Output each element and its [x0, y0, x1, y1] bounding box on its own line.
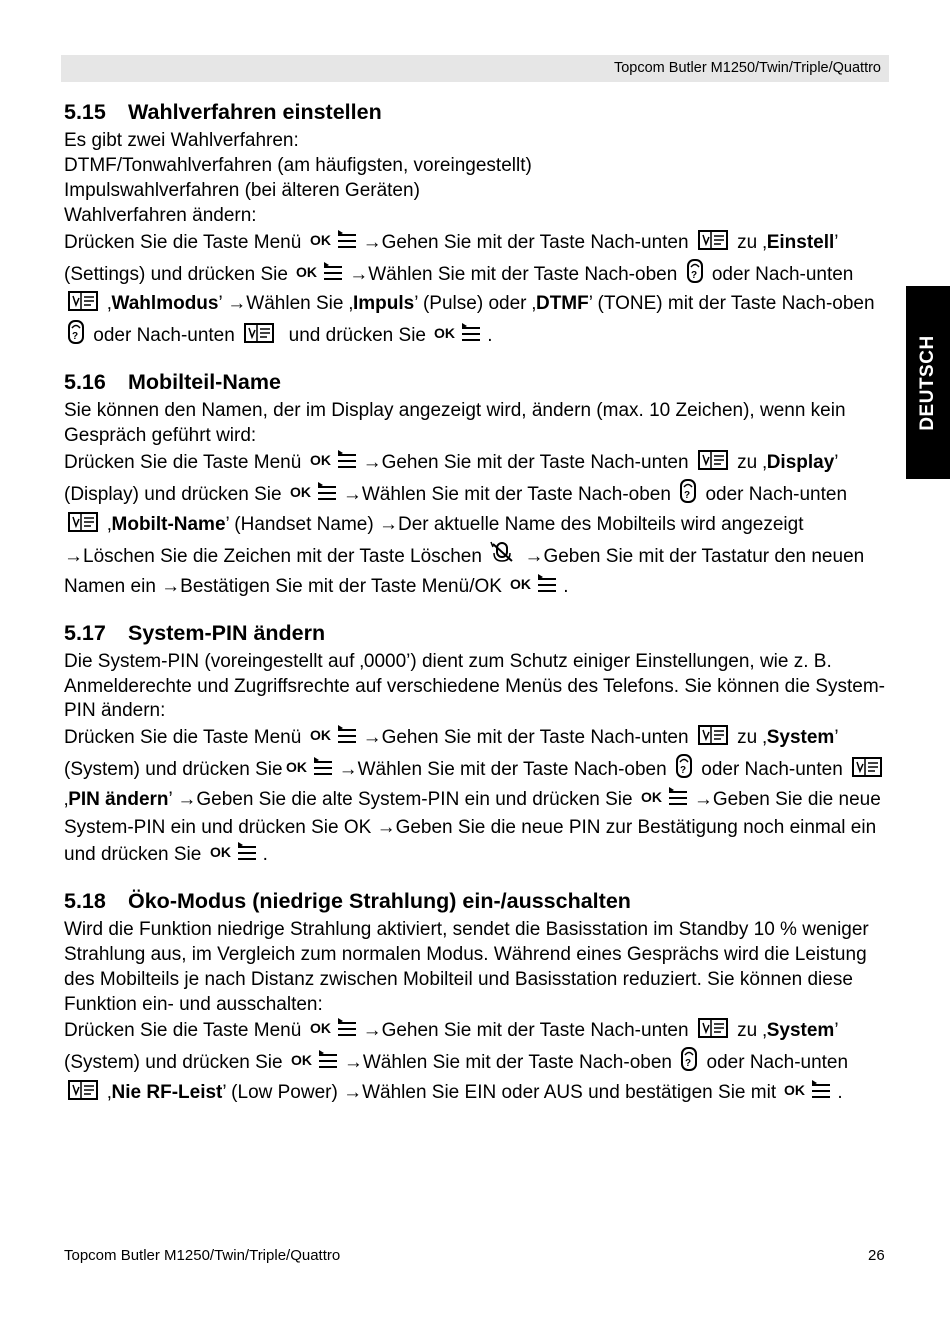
- down-key-icon: [697, 449, 729, 479]
- svg-text:OK: OK: [784, 1082, 806, 1099]
- body-paragraph: Wird die Funktion niedrige Strahlung aktiviert, sendet die Basisstation im Standby 10 % weniger Strahlung aus, im Vergleich zum normalen Modus. Während eines Gesprächs wird die Leistung des Mobilteils je nach Distanz zwischen Mobilteil und Basisstation reduziert. Sie können diese Funktion ein- und ausschalten:: [64, 918, 869, 1015]
- down-key-icon: [851, 756, 883, 786]
- ok-menu-icon: [310, 1017, 360, 1047]
- ok-menu-icon: [310, 229, 360, 259]
- section-number: 5.15: [64, 100, 106, 124]
- svg-text:OK: OK: [640, 789, 662, 806]
- section-heading: [64, 619, 889, 648]
- body-line: Wahlverfahren ändern:: [64, 204, 257, 226]
- body-paragraph: Die System-PIN (voreingestellt auf ‚0000’) dient zum Schutz einiger Einstellungen, wie z. B. Anmelderechte und Zugriffsrechte auf verschiedene Menüs des Telefons. Sie können die System-PIN ändern:: [64, 650, 885, 722]
- svg-text:OK: OK: [510, 575, 532, 592]
- svg-text:OK: OK: [309, 231, 331, 248]
- section-title: Öko-Modus (niedrige Strahlung) ein-/ausschalten: [128, 888, 631, 913]
- svg-text:OK: OK: [309, 452, 331, 469]
- page-header: [61, 55, 889, 82]
- svg-text:?: ?: [684, 489, 691, 501]
- svg-text:OK: OK: [296, 263, 318, 280]
- up-key-icon: [67, 320, 85, 352]
- delete-key-icon: [490, 541, 516, 573]
- section-number: 5.16: [64, 370, 106, 395]
- up-key-icon: [686, 259, 704, 291]
- footer-title: Topcom Butler M1250/Twin/Triple/Quattro: [64, 1247, 341, 1264]
- section-5-16: [64, 368, 889, 602]
- page-number: 26: [868, 1247, 885, 1264]
- instruction-paragraph: Drücken Sie die Taste Menü OK →Gehen Sie mit der Taste Nach-unten zu ‚Einstell’ (Settings) und drücken Sie OK →Wählen Sie mit der Taste Nach-oben ? oder Nach-unten ‚Wahlmodus’ →Wählen Sie ‚Impuls’ (Pulse) oder ‚DTMF’ (TONE) mit der Taste Nach-oben ? oder Nach-unten und drücken Sie OK .: [64, 229, 889, 353]
- svg-text:?: ?: [72, 331, 79, 343]
- section-5-18: [64, 887, 889, 1109]
- svg-text:OK: OK: [434, 325, 456, 342]
- body-paragraph: Sie können den Namen, der im Display angezeigt wird, ändern (max. 10 Zeichen), wenn kein Gespräch geführt wird:: [64, 400, 846, 447]
- ok-menu-icon: [291, 1049, 341, 1079]
- svg-text:OK: OK: [285, 759, 307, 776]
- up-key-icon: [675, 754, 693, 786]
- svg-text:OK: OK: [209, 843, 231, 860]
- section-number: 5.17: [64, 620, 106, 645]
- ok-menu-icon: [310, 449, 360, 479]
- svg-text:?: ?: [679, 765, 687, 777]
- up-key-icon: [679, 479, 697, 511]
- section-title: Wahlverfahren einstellen: [128, 100, 382, 124]
- down-key-icon: [67, 1079, 99, 1109]
- body-line: Impulswahlverfahren (bei älteren Geräten): [64, 179, 420, 201]
- instruction-paragraph: Drücken Sie die Taste Menü OK →Gehen Sie mit der Taste Nach-unten zu ‚System’ (System) und drücken Sie OK →Wählen Sie mit der Taste Nach-oben ? oder Nach-unten ‚PIN ändern’ →Geben Sie die alte System-PIN ein und drücken Sie OK →Geben Sie die neue System-PIN ein und drücken Sie OK →Geben Sie die neue PIN zur Bestätigung noch einmal ein und drücken Sie OK .: [64, 724, 889, 871]
- ok-menu-icon: [434, 322, 484, 352]
- section-heading: [64, 98, 889, 127]
- ok-menu-icon: [510, 573, 560, 603]
- svg-text:OK: OK: [289, 483, 311, 500]
- language-tab-label: DEUTSCH: [917, 334, 938, 431]
- section-5-17: [64, 619, 889, 871]
- ok-menu-icon: [641, 786, 691, 816]
- down-key-icon: [67, 290, 99, 320]
- svg-text:OK: OK: [290, 1052, 312, 1069]
- header-title: Topcom Butler M1250/Twin/Triple/Quattro: [613, 60, 881, 76]
- up-key-icon: [680, 1047, 698, 1079]
- section-heading: [64, 368, 889, 397]
- svg-text:OK: OK: [309, 1020, 331, 1037]
- body-line: Es gibt zwei Wahlverfahren:: [64, 130, 299, 151]
- down-key-icon: [243, 322, 275, 352]
- ok-menu-icon: [286, 756, 336, 786]
- down-key-icon: [67, 511, 99, 541]
- ok-menu-icon: [310, 724, 360, 754]
- down-key-icon: [697, 229, 729, 259]
- ok-menu-icon: [290, 481, 340, 511]
- section-5-15: [64, 98, 889, 352]
- section-title: System-PIN ändern: [128, 620, 326, 645]
- instruction-paragraph: Drücken Sie die Taste Menü OK →Gehen Sie mit der Taste Nach-unten zu ‚Display’ (Display) und drücken Sie OK →Wählen Sie mit der Taste Nach-oben ? oder Nach-unten ‚Mobilt-Name’ (Handset Name) →Der aktuelle Name des Mobilteils wird angezeigt →Löschen Sie die Zeichen mit der Taste Löschen →Geben Sie mit der Tastatur den neuen Namen ein →Bestätigen Sie mit der Taste Menü/OK OK .: [64, 449, 889, 603]
- down-key-icon: [697, 724, 729, 754]
- section-number: 5.18: [64, 888, 106, 913]
- body-line: DTMF/Tonwahlverfahren (am häufigsten, voreingestellt): [64, 154, 532, 176]
- section-title: Mobilteil-Name: [128, 370, 281, 395]
- language-tab: [906, 286, 950, 479]
- instruction-paragraph: Drücken Sie die Taste Menü OK →Gehen Sie mit der Taste Nach-unten zu ‚System’ (System) und drücken Sie OK →Wählen Sie mit der Taste Nach-oben ? oder Nach-unten ‚Nie RF-Leist’ (Low Power) →Wählen Sie EIN oder AUS und bestätigen Sie mit OK .: [64, 1017, 889, 1109]
- down-key-icon: [697, 1017, 729, 1047]
- svg-text:?: ?: [690, 269, 697, 281]
- ok-menu-icon: [210, 841, 260, 871]
- page-content: [64, 98, 889, 1109]
- svg-text:?: ?: [685, 1058, 692, 1070]
- ok-menu-icon: [296, 261, 346, 291]
- ok-menu-icon: [784, 1079, 834, 1109]
- section-heading: [64, 887, 889, 916]
- svg-text:OK: OK: [309, 727, 331, 744]
